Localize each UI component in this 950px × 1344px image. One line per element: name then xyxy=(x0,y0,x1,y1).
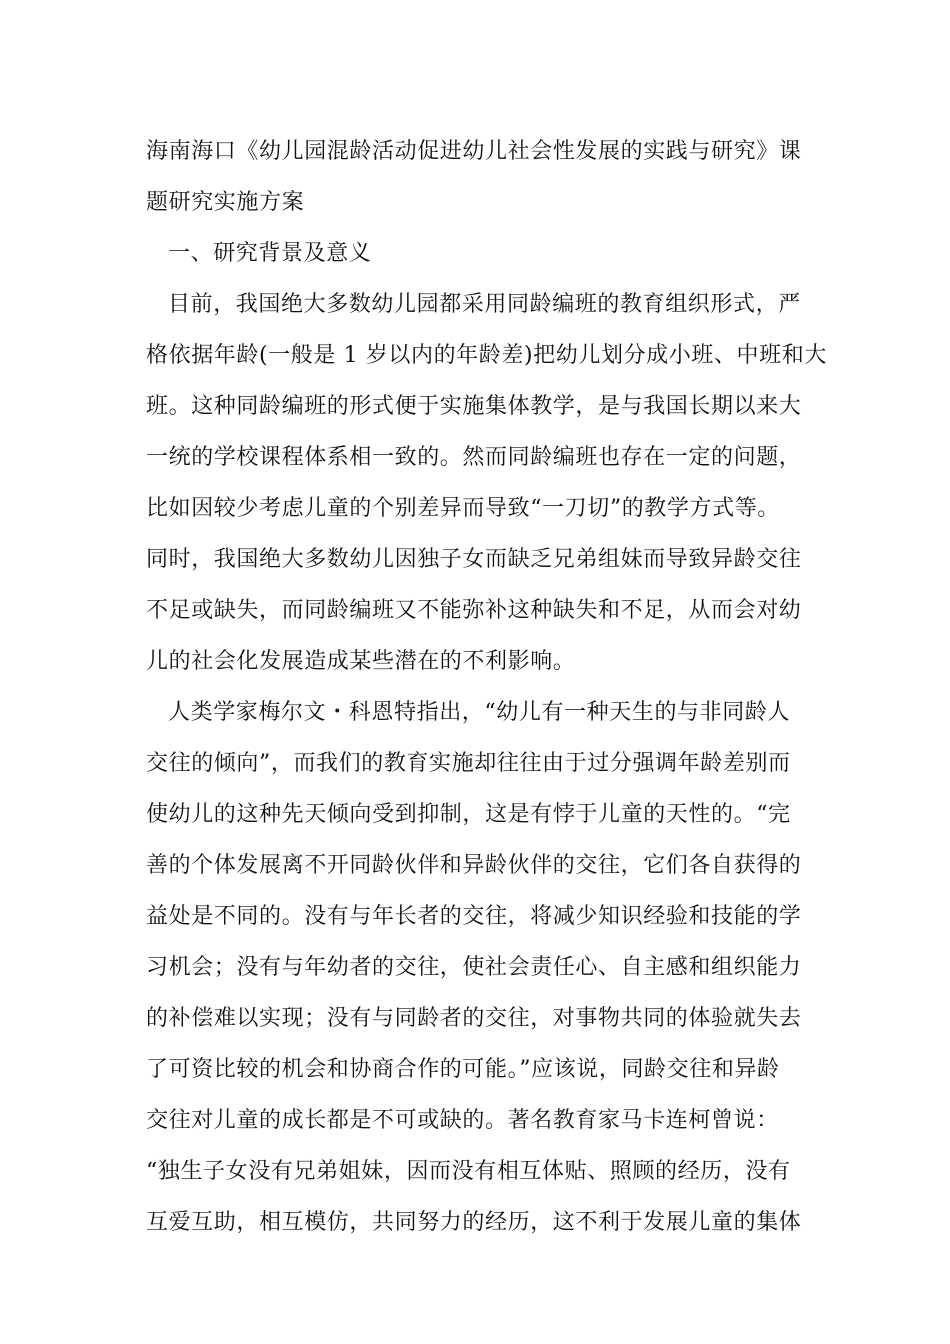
paragraph-line: 目前，我国绝大多数幼儿园都采用同龄编班的教育组织形式，严 xyxy=(168,292,801,317)
paragraph-line: 交往对儿童的成长都是不可或缺的。著名教育家马卡连柯曾说： xyxy=(146,1108,779,1133)
title-line: 海南海口《幼儿园混龄活动促进幼儿社会性发展的实践与研究》课 xyxy=(146,139,802,164)
document-body xyxy=(146,126,827,1248)
paragraph-line: 人类学家梅尔文・科恩特指出，“幼儿有一种天生的与非同龄人 xyxy=(168,700,791,725)
paragraph-line: 同时，我国绝大多数幼儿因独子女而缺乏兄弟组妹而导致异龄交往 xyxy=(146,547,802,572)
paragraph-line: 互爱互助，相互模仿，共同努力的经历，这不利于发展儿童的集体 xyxy=(146,1210,802,1235)
paragraph-line: 班。这种同龄编班的形式便于实施集体教学，是与我国长期以来大 xyxy=(146,394,802,419)
paragraph-line: 善的个体发展离不开同龄伙伴和异龄伙伴的交往，它们各自获得的 xyxy=(146,853,802,878)
title-line: 题研究实施方案 xyxy=(146,190,305,215)
paragraph-line: 的补偿难以实现；没有与同龄者的交往，对事物共同的体验就失去 xyxy=(146,1006,802,1031)
paragraph-line: 使幼儿的这种先天倾向受到抑制，这是有悖于儿童的天性的。“完 xyxy=(146,802,791,827)
paragraph-line: 了可资比较的机会和协商合作的可能。”应该说，同龄交往和异龄 xyxy=(146,1057,780,1082)
paragraph-line: 交往的倾向”，而我们的教育实施却往往由于过分强调年龄差别而 xyxy=(146,751,791,776)
paragraph-line: 习机会；没有与年幼者的交往，使社会责任心、自主感和组织能力 xyxy=(146,955,802,980)
paragraph-line: 不足或缺失，而同龄编班又不能弥补这种缺失和不足，从而会对幼 xyxy=(146,598,802,623)
paragraph-line: 一统的学校课程体系相一致的。然而同龄编班也存在一定的问题， xyxy=(146,445,802,470)
paragraph-line: 比如因较少考虑儿童的个别差异而导致“一刀切”的教学方式等。 xyxy=(146,496,780,521)
paragraph-line: 益处是不同的。没有与年长者的交往，将减少知识经验和技能的学 xyxy=(146,904,802,929)
paragraph-line: 格依据年龄(一般是 1 岁以内的年龄差)把幼儿划分成小班、中班和大 xyxy=(146,343,827,368)
section-heading: 一、研究背景及意义 xyxy=(168,241,372,266)
paragraph-line: “独生子女没有兄弟姐妹，因而没有相互体贴、照顾的经历，没有 xyxy=(146,1159,791,1184)
paragraph-line: 儿的社会化发展造成某些潜在的不利影响。 xyxy=(146,649,576,674)
